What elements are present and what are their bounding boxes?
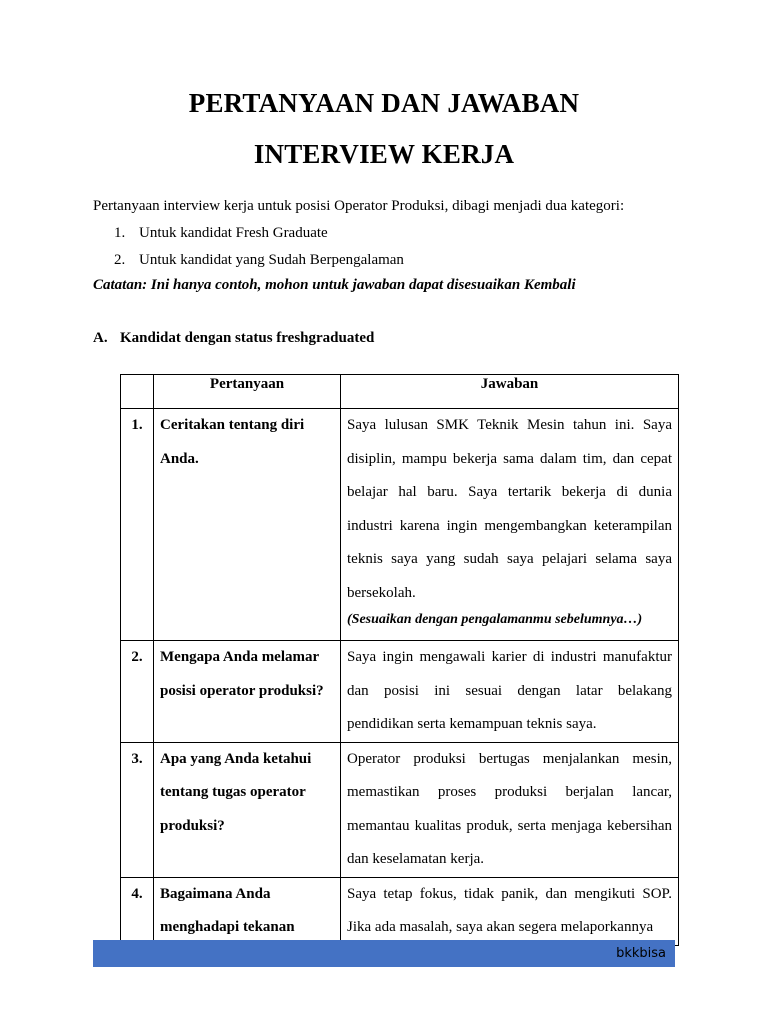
list-item-number: 2.	[114, 252, 126, 268]
row-answer	[341, 641, 679, 743]
row-answer	[341, 877, 679, 945]
list-item-text: Untuk kandidat yang Sudah Berpengalaman	[139, 252, 404, 268]
answer-text: Operator produksi bertugas menjalankan mesin, memastikan proses produksi berjalan lancar, memantau kualitas produk, serta menjaga kebersihan dan keselamatan kerja.	[347, 750, 672, 867]
intro-paragraph: Pertanyaan interview kerja untuk posisi Operator Produksi, dibagi menjadi dua kategori:	[93, 198, 625, 214]
footer-bar	[93, 940, 675, 967]
row-question: Mengapa Anda melamar posisi operator produksi?	[154, 641, 341, 743]
document-title-line-2: INTERVIEW KERJA	[253, 139, 515, 169]
header-answer: Jawaban	[341, 375, 679, 409]
header-question: Pertanyaan	[154, 375, 341, 409]
list-item-number: 1.	[114, 225, 126, 241]
qa-table	[120, 374, 679, 946]
header-number	[121, 375, 154, 409]
answer-text: Saya lulusan SMK Teknik Mesin tahun ini. Saya disiplin, mampu bekerja sama dalam tim, dan cepat belajar hal baru. Saya tertarik bekerja di dunia industri karena ingin mengembangkan keterampilan teknis saya yang sudah saya pelajari selama saya bersekolah.	[347, 417, 672, 601]
row-number: 4.	[121, 877, 154, 945]
row-number: 1.	[121, 409, 154, 641]
document-title-line-1: PERTANYAAN DAN JAWABAN	[188, 88, 580, 118]
answer-hint: (Sesuaikan dengan pengalamanmu sebelumnya…)	[347, 612, 643, 627]
section-title: Kandidat dengan status freshgraduated	[120, 330, 375, 346]
row-answer	[341, 742, 679, 877]
answer-text: Saya tetap fokus, tidak panik, dan mengikuti SOP. Jika ada masalah, saya akan segera melaporkannya	[347, 885, 672, 935]
note-text: Catatan: Ini hanya contoh, mohon untuk jawaban dapat disesuaikan Kembali	[93, 277, 576, 293]
row-question: Bagaimana Anda menghadapi tekanan	[154, 877, 341, 945]
row-answer	[341, 409, 679, 641]
row-number: 2.	[121, 641, 154, 743]
table-row	[121, 409, 679, 641]
list-item-text: Untuk kandidat Fresh Graduate	[139, 225, 328, 241]
row-question: Apa yang Anda ketahui tentang tugas operator produksi?	[154, 742, 341, 877]
table-header-row	[121, 375, 679, 409]
table-row	[121, 742, 679, 877]
row-number: 3.	[121, 742, 154, 877]
section-letter: A.	[93, 330, 108, 346]
answer-text: Saya ingin mengawali karier di industri manufaktur dan posisi ini sesuai dengan latar belakang pendidikan serta kemampuan teknis saya.	[347, 649, 672, 732]
table-row	[121, 877, 679, 945]
footer-brand: bkkbisa	[616, 946, 666, 961]
table-row	[121, 641, 679, 743]
row-question: Ceritakan tentang diri Anda.	[154, 409, 341, 641]
